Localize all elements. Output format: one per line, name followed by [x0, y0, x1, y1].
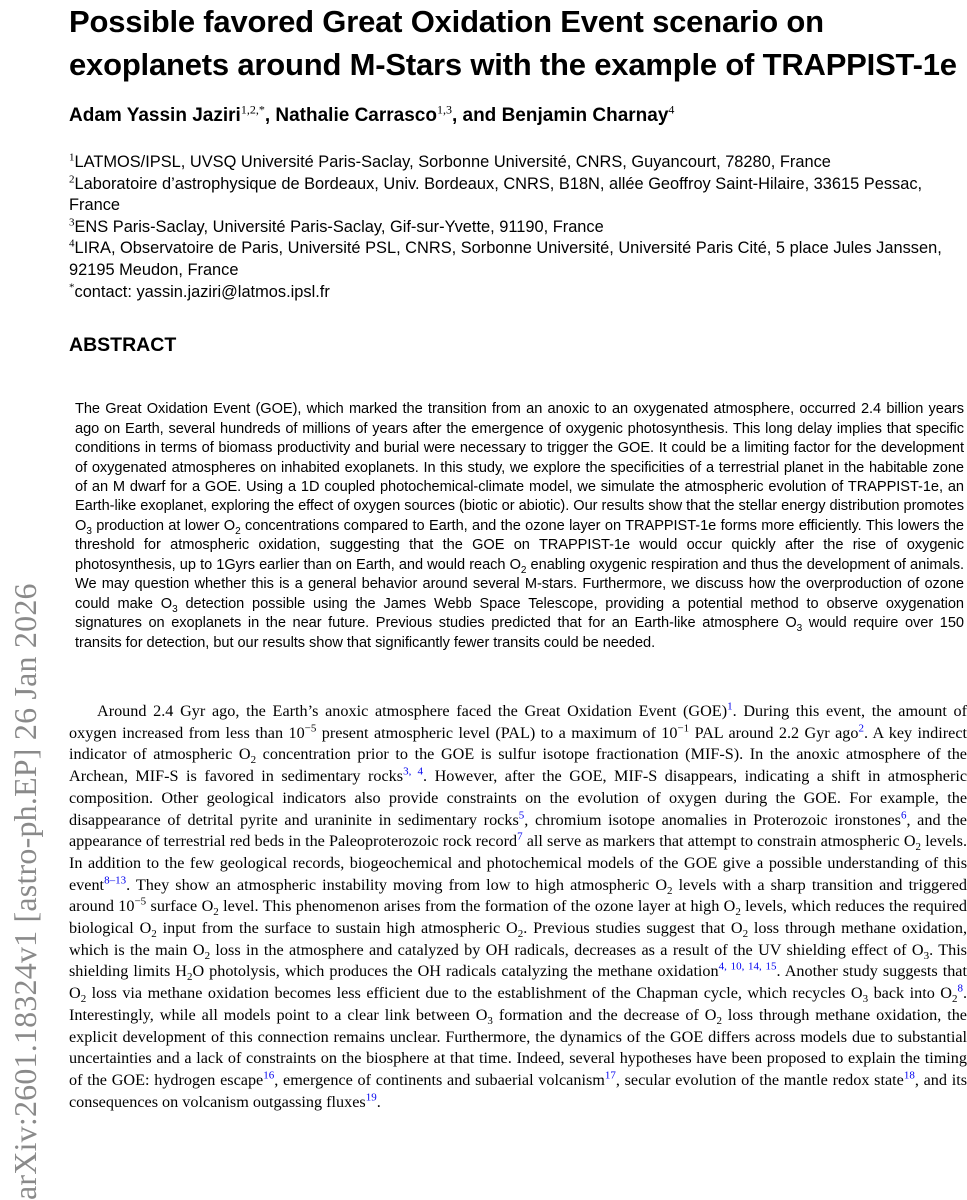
citation-link[interactable]: 2	[858, 722, 864, 735]
abstract-body	[75, 400, 964, 653]
abstract-text: production at lower O	[91, 517, 236, 534]
paper-title: Possible favored Great Oxidation Event scenario on exoplanets around M-Stars with the example of TRAPPIST-1e	[69, 4, 957, 82]
subscript: 2	[742, 928, 749, 941]
affiliation-text: LIRA, Observatoire de Paris, Université PSL, CNRS, Sorbonne Université, Université Paris Cité, 5 place Jules Janssen, 92195 Meudon, France	[69, 239, 942, 279]
body-text: loss in the atmosphere and catalyzed by OH radicals, decreases as a result of the UV shielding effect of O	[210, 940, 924, 959]
subscript: 3	[796, 623, 803, 635]
body-text: Around 2.4 Gyr ago, the Earth’s anoxic atmosphere faced the Great Oxidation Event (GOE)	[97, 702, 728, 721]
body-text: O photolysis, which produces the OH radicals catalyzing the methane oxidation	[192, 962, 719, 981]
exponent: −5	[134, 895, 147, 908]
body-text: . They show an atmospheric instability moving from low to high atmospheric O	[126, 875, 668, 894]
author-name: Benjamin Charnay	[501, 105, 669, 126]
body-text: surface O	[146, 897, 214, 916]
subscript: 3	[86, 525, 92, 537]
subscript: 2	[520, 564, 527, 576]
body-text: concentration prior to the GOE is sulfur isotope fractionation (MIF-S). In the anoxic atmosphere of the Archean, MIF-S is favored in sedimentary rocks	[69, 745, 967, 786]
abstract-heading: ABSTRACT	[69, 334, 177, 357]
body-text: , and its consequences on volcanism outgassing fluxes	[69, 1071, 967, 1111]
body-text: . This shielding limits H	[69, 940, 967, 981]
exponent: −5	[304, 722, 317, 735]
author-separator: ,	[264, 105, 276, 126]
citation-link[interactable]: 16	[263, 1069, 275, 1082]
affiliation-text: ENS Paris-Saclay, Université Paris-Saclay, Gif-sur-Yvette, 91190, France	[74, 217, 604, 236]
introduction-body	[69, 701, 967, 1113]
body-text: level. This phenomenon arises from the formation of the ozone layer at high O	[218, 897, 736, 916]
body-text: back into O	[868, 984, 952, 1003]
subscript: 2	[716, 1015, 722, 1028]
body-text: . However, after the GOE, MIF-S disappears, indicating a shift in atmospheric composition. Other geological indicators also provide constraints on the evolution of oxygen during the GOE. For example, the disappearance of detrital pyrite and uraninite in sedimentary rocks	[69, 767, 967, 829]
body-text: loss through methane oxidation, which is the main O	[69, 919, 967, 959]
subscript: 2	[151, 928, 157, 941]
citation-link[interactable]: 4, 10, 14, 15	[718, 961, 777, 974]
body-text: . Another study suggests that O	[69, 962, 967, 1003]
body-text: , chromium isotope anomalies in Proterozoic ironstones	[524, 810, 901, 829]
body-text: PAL around 2.2 Gyr ago	[689, 723, 859, 742]
citation-link[interactable]: 17	[604, 1069, 616, 1082]
citation-link[interactable]: 5	[518, 809, 525, 822]
subscript: 3	[862, 993, 869, 1006]
subscript: 3	[923, 950, 930, 963]
author-list	[69, 104, 967, 128]
author-affiliation-mark: 4	[668, 102, 675, 117]
body-text: , and the appearance of terrestrial red beds in the Paleoproterozoic rock record	[69, 810, 967, 851]
paper-page	[69, 0, 967, 1113]
abstract-text: concentrations compared to Earth, and the ozone layer on TRAPPIST-1e forms more efficiently. This lowers the threshold for atmospheric oxidation, suggesting that the GOE on TRAPPIST-1e would occur quickly after the rise of oxygenic photosynthesis, up to 1Gyrs earlier than on Earth, and would reach O	[75, 517, 964, 573]
body-text: . Previous studies suggest that O	[523, 919, 743, 938]
affiliation-text: contact: yassin.jaziri@latmos.ipsl.fr	[74, 282, 330, 301]
subscript: 2	[915, 841, 922, 854]
citation-link[interactable]: 8–13	[104, 874, 127, 887]
affiliation-mark: *	[69, 281, 75, 294]
author-affiliation-mark: 1,3	[436, 102, 452, 117]
affiliation-mark: 2	[69, 173, 75, 186]
subscript: 2	[517, 928, 524, 941]
citation-link[interactable]: 3, 4	[403, 765, 424, 778]
abstract-text: The Great Oxidation Event (GOE), which marked the transition from an anoxic to an oxygenated atmosphere, occurred 2.4 billion years ago on Earth, several hundreds of millions of years after the emergence of oxygenic photosynthesis. This long delay implies that specific conditions in terms of biomass productivity and burial were necessary to trigger the GOE. It could be a limiting factor for the development of oxygenated atmospheres on inhabited exoplanets. In this study, we explore the specificities of a terrestrial planet in the habitable zone of an M dwarf for a GOE. Using a 1D coupled photochemical-climate model, we simulate the atmospheric evolution of TRAPPIST-1e, an Earth-like exoplanet, exploring the effect of oxygen sources (biotic or abiotic). Our results show that the stellar energy distribution promotes O	[75, 401, 964, 534]
author-affiliation-mark: 1,2,*	[240, 102, 265, 117]
abstract-text: detection possible using the James Webb Space Telescope, providing a potential method to observe oxygenation signatures on exoplanets in the near future. Previous studies predicted that for an Earth-like atmosphere O	[75, 595, 964, 632]
citation-link[interactable]: 7	[517, 830, 523, 843]
arxiv-side-stamp: arXiv:2601.18324v1 [astro-ph.EP] 26 Jan 2026	[7, 583, 43, 1200]
subscript: 3	[172, 603, 178, 615]
body-paragraph	[69, 701, 967, 1113]
body-text: loss through methane oxidation, the explicit development of this connection remains unclear. Furthermore, the dynamics of the GOE differs across models due to substantial uncertainties and a lack of constraints on the biosphere at that time. Indeed, several hypotheses have been proposed to explain the timing of the GOE: hydrogen escape	[69, 1005, 967, 1089]
abstract-text: would require over 150 transits for detection, but our results show that significantly fewer transits could be needed.	[75, 615, 964, 651]
affiliation-text: Laboratoire d’astrophysique de Bordeaux, Univ. Bordeaux, CNRS, B18N, allée Geoffroy Saint-Hilaire, 33615 Pessac, France	[69, 174, 923, 215]
subscript: 2	[951, 993, 958, 1006]
citation-link[interactable]: 6	[900, 809, 907, 822]
subscript: 2	[735, 906, 741, 919]
affiliation	[69, 238, 967, 281]
body-text: formation and the decrease of O	[492, 1005, 717, 1024]
exponent: −1	[677, 722, 690, 735]
subscript: 2	[213, 906, 219, 919]
affiliation-mark: 3	[69, 216, 75, 229]
body-text: loss via methane oxidation becomes less efficient due to the establishment of the Chapman cycle, which recycles O	[86, 984, 863, 1003]
author-name: Nathalie Carrasco	[275, 105, 437, 126]
contact-email	[69, 282, 967, 304]
subscript: 2	[186, 971, 193, 984]
author-name: Adam Yassin Jaziri	[69, 105, 241, 126]
body-text: , secular evolution of the mantle redox state	[615, 1071, 904, 1089]
subscript: 2	[235, 525, 241, 537]
body-text: all serve as markers that attempt to constrain atmospheric O	[522, 832, 916, 851]
body-text: input from the surface to sustain high atmospheric O	[156, 919, 518, 938]
body-text: levels. In addition to the few geological records, biogeochemical and photochemical models of the GOE give a possible understanding of this event	[69, 832, 967, 894]
affiliation	[69, 174, 967, 217]
abstract-text: enabling oxygenic respiration and thus the development of animals. We may question whether this is a general behavior around several M-stars. Furthermore, we discuss how the overproduction of ozone could make O	[75, 556, 965, 612]
body-text: , emergence of continents and subaerial volcanism	[274, 1071, 605, 1089]
body-text: . Interestingly, while all models point to a clear link between O	[69, 984, 967, 1024]
citation-link[interactable]: 8	[957, 982, 963, 995]
subscript: 2	[667, 884, 673, 897]
affiliation	[69, 152, 967, 174]
body-text: . A key indirect indicator of atmospheric O	[69, 723, 967, 764]
citation-link[interactable]: 1	[727, 700, 733, 713]
subscript: 3	[487, 1015, 493, 1028]
affiliation-mark: 4	[69, 237, 75, 250]
affiliation-list	[69, 152, 967, 303]
body-text: levels with a sharp transition and triggered around 10	[69, 875, 967, 916]
affiliation-text: LATMOS/IPSL, UVSQ Université Paris-Saclay, Sorbonne Université, CNRS, Guyancourt, 78280, France	[74, 153, 831, 171]
subscript: 2	[204, 950, 211, 963]
author-separator: , and	[451, 105, 502, 126]
body-text: levels, which reduces the required biological O	[69, 897, 967, 938]
citation-link[interactable]: 18	[903, 1069, 915, 1082]
affiliation	[69, 217, 967, 239]
affiliation-mark: 1	[69, 151, 75, 164]
body-text: .	[376, 1092, 381, 1111]
citation-link[interactable]: 19	[365, 1091, 377, 1104]
subscript: 2	[250, 754, 257, 767]
body-text: . During this event, the amount of oxygen increased from less than 10	[69, 702, 967, 742]
body-text: present atmospheric level (PAL) to a maximum of 10	[316, 723, 678, 742]
subscript: 2	[80, 993, 87, 1006]
